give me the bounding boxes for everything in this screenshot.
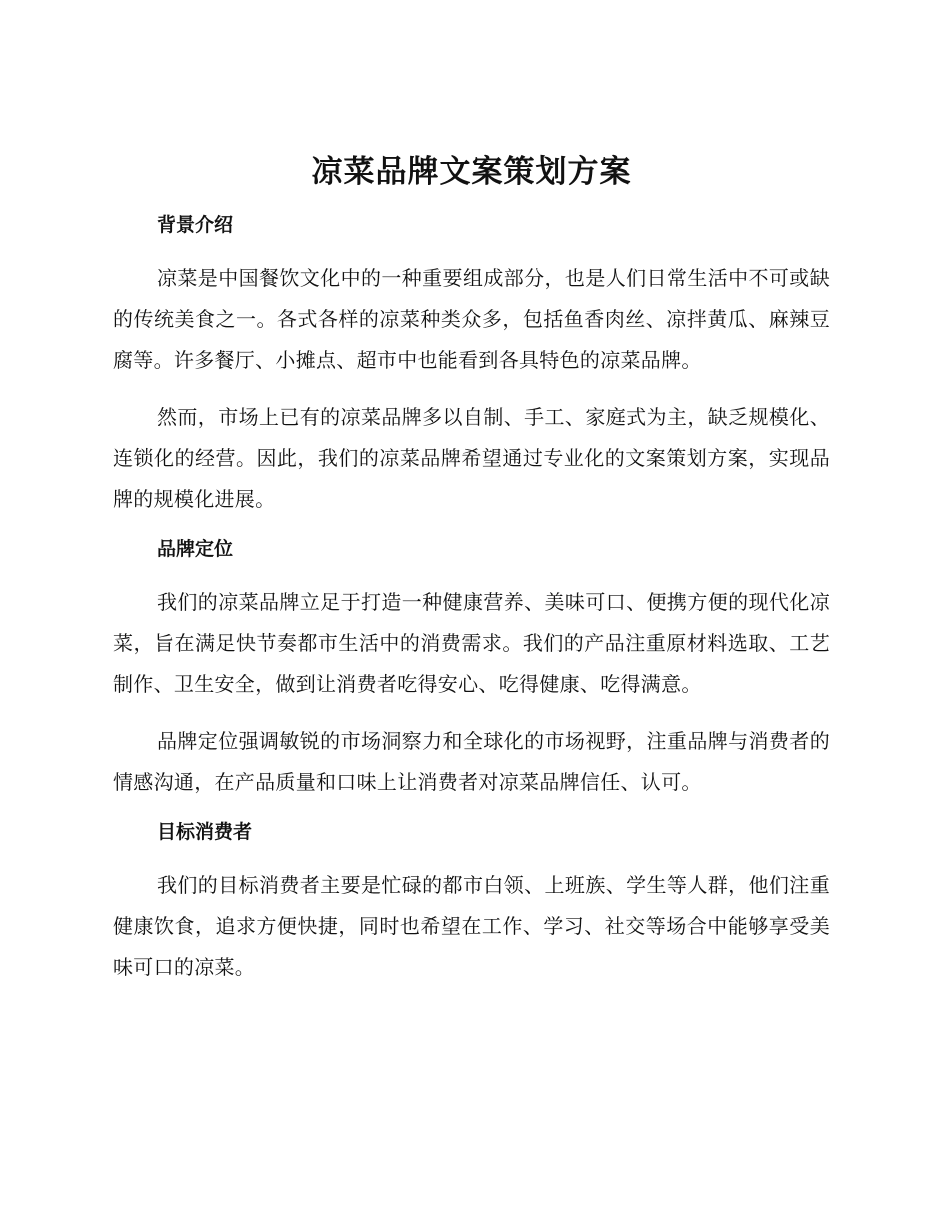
paragraph: 我们的凉菜品牌立足于打造一种健康营养、美味可口、便携方便的现代化凉菜，旨在满足快节奏都市生活中的消费需求。我们的产品注重原材料选取、工艺制作、卫生安全，做到让消费者吃得安心、吃得健康、吃得满意。 <box>113 590 830 696</box>
paragraph: 然而，市场上已有的凉菜品牌多以自制、手工、家庭式为主，缺乏规模化、连锁化的经营。因此，我们的凉菜品牌希望通过专业化的文案策划方案，实现品牌的规模化进展。 <box>113 405 830 511</box>
section-heading: 背景介绍 <box>157 214 234 236</box>
section-background <box>113 212 830 520</box>
paragraph: 品牌定位强调敏锐的市场洞察力和全球化的市场视野，注重品牌与消费者的情感沟通，在产品质量和口味上让消费者对凉菜品牌信任、认可。 <box>113 729 830 794</box>
document-title: 凉菜品牌文案策划方案 <box>311 154 632 190</box>
section-target-consumers <box>113 819 830 988</box>
paragraph: 凉菜是中国餐饮文化中的一种重要组成部分，也是人们日常生活中不可或缺的传统美食之一。各式各样的凉菜种类众多，包括鱼香肉丝、凉拌黄瓜、麻辣豆腐等。许多餐厅、小摊点、超市中也能看到各具特色的凉菜品牌。 <box>113 266 830 372</box>
section-heading: 目标消费者 <box>157 821 253 843</box>
section-brand-positioning <box>113 536 830 803</box>
section-heading: 品牌定位 <box>157 538 234 560</box>
paragraph: 我们的目标消费者主要是忙碌的都市白领、上班族、学生等人群，他们注重健康饮食，追求方便快捷，同时也希望在工作、学习、社交等场合中能够享受美味可口的凉菜。 <box>113 873 830 979</box>
